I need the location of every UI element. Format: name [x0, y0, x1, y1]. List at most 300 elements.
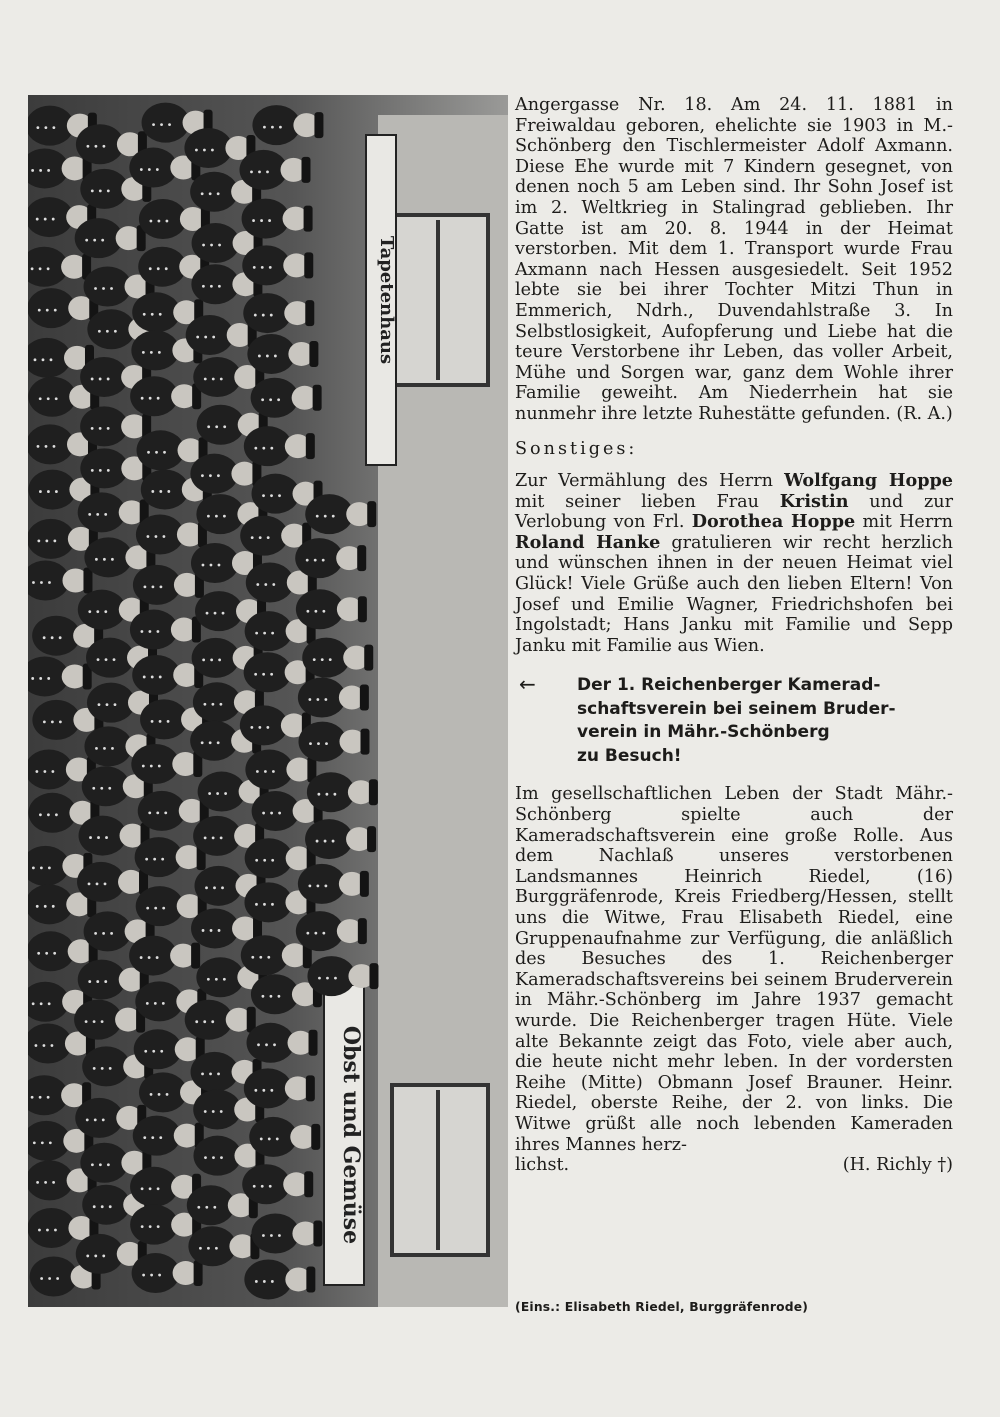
- uniform-button: [306, 559, 309, 562]
- uniform-button: [40, 1002, 43, 1005]
- uniform-button: [109, 1205, 112, 1208]
- uniform-button: [140, 168, 143, 171]
- uniform-button: [47, 677, 50, 680]
- uniform-button: [322, 932, 325, 935]
- uniform-button: [53, 952, 56, 955]
- uniform-button: [48, 866, 51, 869]
- uniform-button: [272, 583, 275, 586]
- uniform-button: [99, 190, 102, 193]
- uniform-button: [149, 267, 152, 270]
- uniform-button: [31, 1096, 34, 1099]
- uniform-button: [215, 425, 218, 428]
- uniform-button: [266, 726, 269, 729]
- person-body: [298, 722, 346, 762]
- uniform-button: [322, 610, 325, 613]
- uniform-button: [265, 1043, 268, 1046]
- uniform-button: [250, 170, 253, 173]
- uniform-button: [100, 787, 103, 790]
- uniform-button: [46, 1229, 49, 1232]
- person-body: [30, 1257, 78, 1297]
- uniform-button: [267, 956, 270, 959]
- uniform-button: [44, 905, 47, 908]
- person-body: [133, 565, 181, 605]
- uniform-button: [86, 1255, 89, 1258]
- uniform-button: [163, 451, 166, 454]
- uniform-button: [316, 698, 319, 701]
- uniform-button: [162, 1002, 165, 1005]
- person-body: [75, 218, 123, 258]
- person-cap: [369, 779, 378, 805]
- uniform-button: [211, 1020, 214, 1023]
- uniform-button: [325, 793, 328, 796]
- uniform-button: [55, 397, 58, 400]
- person-body: [140, 699, 188, 739]
- uniform-button: [95, 145, 98, 148]
- uniform-button: [35, 1044, 38, 1047]
- person-cap: [313, 385, 322, 411]
- uniform-button: [39, 169, 42, 172]
- person-body: [197, 405, 245, 445]
- uniform-button: [166, 1093, 169, 1096]
- uniform-button: [278, 1234, 281, 1237]
- uniform-button: [144, 585, 147, 588]
- uniform-button: [263, 126, 266, 129]
- uniform-button: [255, 632, 258, 635]
- uniform-button: [150, 1093, 153, 1096]
- uniform-button: [218, 285, 221, 288]
- person-body: [84, 537, 132, 577]
- uniform-button: [37, 952, 40, 955]
- uniform-button: [52, 905, 55, 908]
- uniform-button: [148, 168, 151, 171]
- uniform-button: [154, 907, 157, 910]
- uniform-button: [271, 903, 274, 906]
- person-cap: [304, 1171, 313, 1197]
- uniform-button: [87, 145, 90, 148]
- person-body: [141, 469, 189, 509]
- uniform-button: [94, 1255, 97, 1258]
- person-body: [244, 652, 292, 692]
- uniform-button: [99, 1163, 102, 1166]
- person-body: [131, 744, 179, 784]
- uniform-button: [152, 585, 155, 588]
- uniform-button: [157, 1225, 160, 1228]
- person-body: [193, 1090, 241, 1130]
- uniform-button: [42, 358, 45, 361]
- uniform-button: [143, 1136, 146, 1139]
- uniform-button: [50, 358, 53, 361]
- uniform-button: [262, 494, 265, 497]
- uniform-button: [47, 1096, 50, 1099]
- person-body: [193, 357, 241, 397]
- person-body: [242, 199, 290, 239]
- uniform-button: [309, 742, 312, 745]
- person-cap: [358, 596, 367, 622]
- uniform-button: [278, 812, 281, 815]
- uniform-button: [204, 837, 207, 840]
- uniform-button: [41, 1141, 44, 1144]
- uniform-button: [111, 747, 114, 750]
- uniform-button: [88, 883, 91, 886]
- uniform-button: [157, 267, 160, 270]
- person-body: [192, 223, 240, 263]
- greeting-name: Dorothea Hoppe: [691, 511, 856, 533]
- uniform-button: [145, 858, 148, 861]
- uniform-button: [40, 866, 43, 869]
- uniform-button: [49, 1141, 52, 1144]
- uniform-button: [208, 792, 211, 795]
- uniform-button: [204, 378, 207, 381]
- uniform-button: [151, 490, 154, 493]
- uniform-button: [140, 956, 143, 959]
- person-cap: [304, 252, 313, 278]
- person-body: [242, 245, 290, 285]
- uniform-button: [220, 837, 223, 840]
- person-body: [28, 793, 76, 833]
- uniform-button: [271, 632, 274, 635]
- uniform-button: [151, 720, 154, 723]
- uniform-button: [157, 220, 160, 223]
- uniform-button: [148, 956, 151, 959]
- person-body: [32, 700, 80, 740]
- person-body: [252, 474, 300, 514]
- person-cap: [369, 963, 378, 989]
- uniform-button: [91, 378, 94, 381]
- uniform-button: [210, 285, 213, 288]
- person-body: [245, 838, 293, 878]
- uniform-button: [48, 1277, 51, 1280]
- uniform-button: [159, 676, 162, 679]
- uniform-button: [94, 1119, 97, 1122]
- person-body: [187, 1185, 235, 1225]
- uniform-button: [151, 1136, 154, 1139]
- uniform-button: [148, 811, 151, 814]
- uniform-button: [39, 677, 42, 680]
- uniform-button: [258, 726, 261, 729]
- uniform-button: [220, 1110, 223, 1113]
- uniform-button: [99, 469, 102, 472]
- uniform-button: [207, 1247, 210, 1250]
- uniform-button: [203, 703, 206, 706]
- uniform-button: [262, 812, 265, 815]
- person-cap: [83, 568, 92, 594]
- uniform-button: [256, 770, 259, 773]
- uniform-button: [168, 123, 171, 126]
- uniform-button: [258, 355, 261, 358]
- uniform-button: [270, 812, 273, 815]
- uniform-button: [96, 883, 99, 886]
- person-body: [251, 378, 299, 418]
- uniform-button: [107, 378, 110, 381]
- person-body: [196, 494, 244, 534]
- uniform-button: [205, 1206, 208, 1209]
- uniform-button: [104, 610, 107, 613]
- person-body: [244, 426, 292, 466]
- uniform-button: [254, 314, 257, 317]
- person-body: [130, 610, 178, 650]
- uniform-button: [36, 905, 39, 908]
- uniform-button: [45, 445, 48, 448]
- uniform-button: [101, 1067, 104, 1070]
- uniform-button: [213, 1206, 216, 1209]
- person-body: [193, 816, 241, 856]
- uniform-button: [262, 995, 265, 998]
- uniform-button: [253, 1185, 256, 1188]
- uniform-button: [101, 1205, 104, 1208]
- uniform-button: [313, 658, 316, 661]
- uniform-button: [36, 218, 39, 221]
- uniform-button: [257, 1043, 260, 1046]
- person-body: [138, 247, 186, 287]
- uniform-button: [31, 677, 34, 680]
- uniform-button: [155, 451, 158, 454]
- uniform-button: [104, 513, 107, 516]
- uniform-button: [270, 494, 273, 497]
- uniform-button: [199, 1247, 202, 1250]
- uniform-button: [47, 813, 50, 816]
- uniform-button: [96, 513, 99, 516]
- uniform-button: [314, 559, 317, 562]
- uniform-button: [102, 932, 105, 935]
- uniform-button: [255, 859, 258, 862]
- uniform-button: [101, 1020, 104, 1023]
- uniform-button: [278, 995, 281, 998]
- person-body: [298, 864, 346, 904]
- uniform-button: [98, 703, 101, 706]
- uniform-button: [251, 956, 254, 959]
- uniform-button: [91, 190, 94, 193]
- uniform-button: [254, 447, 257, 450]
- uniform-button: [210, 244, 213, 247]
- person-body: [133, 1116, 181, 1156]
- person-body: [129, 936, 177, 976]
- person-body: [136, 515, 184, 555]
- uniform-button: [156, 168, 159, 171]
- section-heading: Sonstiges:: [515, 438, 638, 459]
- person-cap: [306, 1266, 315, 1292]
- uniform-button: [104, 980, 107, 983]
- uniform-button: [148, 630, 151, 633]
- uniform-button: [39, 813, 42, 816]
- uniform-button: [55, 490, 58, 493]
- uniform-button: [32, 1002, 35, 1005]
- person-body: [198, 772, 246, 812]
- uniform-button: [213, 886, 216, 889]
- article-last-word: lichst.: [515, 1155, 570, 1176]
- uniform-button: [140, 630, 143, 633]
- person-body: [80, 448, 128, 488]
- uniform-button: [99, 378, 102, 381]
- uniform-button: [318, 977, 321, 980]
- person-body: [76, 124, 124, 164]
- uniform-button: [263, 859, 266, 862]
- person-body: [190, 721, 238, 761]
- uniform-button: [105, 658, 108, 661]
- uniform-button: [267, 536, 270, 539]
- uniform-button: [205, 886, 208, 889]
- person-body: [190, 454, 238, 494]
- person-body: [132, 655, 180, 695]
- uniform-button: [102, 1119, 105, 1122]
- uniform-button: [224, 792, 227, 795]
- uniform-button: [94, 287, 97, 290]
- uniform-button: [101, 239, 104, 242]
- uniform-button: [47, 490, 50, 493]
- uniform-button: [48, 581, 51, 584]
- person-body: [87, 309, 135, 349]
- uniform-button: [102, 1255, 105, 1258]
- person-body: [130, 376, 178, 416]
- uniform-button: [95, 747, 98, 750]
- person-body: [32, 616, 80, 656]
- uniform-button: [35, 770, 38, 773]
- uniform-button: [167, 490, 170, 493]
- uniform-button: [255, 903, 258, 906]
- uniform-button: [278, 494, 281, 497]
- left-arrow-icon: ←: [519, 672, 536, 697]
- uniform-button: [268, 219, 271, 222]
- uniform-button: [268, 1138, 271, 1141]
- person-body: [78, 590, 126, 630]
- article-paragraph: Im gesellschaftlichen Leben der Stadt Mähr.-Schönberg spielte auch der Kameradschaftsverein eine große Rolle. Aus dem Nachlaß unseres verstorbenen Landsmannes Heinrich Riedel, (16) Burggräfenrode, Kreis Friedberg/Hessen, stellt uns die Witwe, Frau Elisabeth Riedel, eine Gruppenaufnahme zur Verfügung, die anläßlich des Besuches des 1. Reichenberger Kameradschaftsvereins bei seinem Bruderverein in Mähr.-Schönberg im Jahre 1937 gemacht wurde. Die Reichenberger tragen Hüte. Viele alte Bekannte zeigt das Foto, viele aber auch, die heute nicht mehr leben. In der vordersten Reihe (Mitte) Obmann Josef Brauner. Heinr. Riedel, oberste Reihe, der 2. von links. Die Witwe grüßt alle noch lebenden Kameraden ihres Mannes herz-: [515, 784, 953, 1155]
- person-body: [191, 543, 239, 583]
- person-body: [185, 1000, 233, 1040]
- uniform-button: [33, 1141, 36, 1144]
- uniform-button: [149, 220, 152, 223]
- group-photo-image: [28, 95, 508, 1307]
- uniform-button: [39, 397, 42, 400]
- uniform-button: [215, 515, 218, 518]
- uniform-button: [110, 932, 113, 935]
- uniform-button: [276, 1138, 279, 1141]
- uniform-button: [107, 1163, 110, 1166]
- uniform-button: [333, 793, 336, 796]
- uniform-button: [85, 1020, 88, 1023]
- uniform-button: [149, 397, 152, 400]
- author-signature: (H. Richly †): [842, 1155, 953, 1176]
- uniform-button: [270, 314, 273, 317]
- person-body: [246, 563, 294, 603]
- uniform-button: [261, 398, 264, 401]
- uniform-button: [204, 336, 207, 339]
- uniform-button: [144, 1050, 147, 1053]
- person-body: [130, 1167, 178, 1207]
- greeting-name: Roland Hanke: [515, 531, 661, 553]
- uniform-button: [47, 169, 50, 172]
- uniform-button: [44, 126, 47, 129]
- uniform-button: [263, 1280, 266, 1283]
- uniform-button: [326, 977, 329, 980]
- person-body: [139, 199, 187, 239]
- person-body: [136, 886, 184, 926]
- uniform-button: [38, 309, 41, 312]
- uniform-button: [47, 267, 50, 270]
- uniform-button: [94, 932, 97, 935]
- person-body: [28, 288, 75, 328]
- uniform-button: [324, 515, 327, 518]
- greeting-name: Wolfgang Hoppe: [784, 470, 954, 492]
- uniform-button: [31, 169, 34, 172]
- person-body: [28, 1208, 75, 1248]
- uniform-button: [96, 610, 99, 613]
- uniform-button: [91, 427, 94, 430]
- uniform-button: [106, 703, 109, 706]
- uniform-button: [270, 447, 273, 450]
- person-body: [245, 750, 293, 790]
- person-body: [251, 1213, 299, 1253]
- person-cap: [314, 112, 323, 138]
- uniform-button: [260, 219, 263, 222]
- person-cap: [306, 1075, 315, 1101]
- uniform-button: [53, 445, 56, 448]
- person-body: [82, 1185, 130, 1225]
- uniform-button: [142, 765, 145, 768]
- uniform-button: [269, 1185, 272, 1188]
- person-body: [191, 908, 239, 948]
- uniform-button: [99, 427, 102, 430]
- uniform-button: [211, 149, 214, 152]
- uniform-button: [146, 1002, 149, 1005]
- uniform-button: [151, 313, 154, 316]
- uniform-button: [147, 535, 150, 538]
- uniform-button: [162, 907, 165, 910]
- uniform-button: [209, 474, 212, 477]
- uniform-button: [321, 658, 324, 661]
- person-body: [132, 292, 180, 332]
- uniform-button: [159, 313, 162, 316]
- uniform-button: [201, 474, 204, 477]
- person-cap: [358, 918, 367, 944]
- uniform-button: [54, 309, 57, 312]
- uniform-button: [204, 1156, 207, 1159]
- person-body: [252, 105, 300, 145]
- uniform-button: [212, 378, 215, 381]
- person-body: [305, 819, 353, 859]
- shop-sign-2-text: Obst und Gemüse: [338, 1025, 364, 1245]
- uniform-button: [91, 1163, 94, 1166]
- obituary-paragraph: Angergasse Nr. 18. Am 24. 11. 1881 in Freiwaldau geboren, ehelichte sie 1903 in M.-Schönberg den Tischlermeister Adolf Axmann. Diese Ehe wurde mit 7 Kindern gesegnet, von denen noch 5 am Leben sind. Ihr Sohn Josef ist im 2. Weltkrieg in Stalingrad geblieben. Ihr Gatte ist am 20. 8. 1944 in der Heimat verstorben. Mit dem 1. Transport wurde Frau Axmann nach Hessen ausgesiedelt. Seit 1952 lebte sie bei ihrer Tochter Mitzi Thun in Emmerich, Ndrh., Duvendahlstraße 3. In Selbstlosigkeit, Aufopferung und Liebe hat die teure Verstorbene ihr Leben, das voller Arbeit, Mühe und Sorgen war, ganz dem Wohle ihrer Familie geweiht. Am Niederrhein hat sie nunmehr ihre letzte Ruhestätte gefunden. (R. A.): [515, 95, 953, 424]
- person-cap: [306, 433, 315, 459]
- uniform-button: [197, 1206, 200, 1209]
- uniform-button: [220, 378, 223, 381]
- uniform-button: [262, 447, 265, 450]
- uniform-button: [93, 1020, 96, 1023]
- uniform-button: [207, 515, 210, 518]
- uniform-button: [114, 703, 117, 706]
- uniform-button: [201, 741, 204, 744]
- person-body: [129, 148, 177, 188]
- uniform-button: [143, 313, 146, 316]
- uniform-button: [88, 610, 91, 613]
- uniform-button: [202, 929, 205, 932]
- uniform-button: [45, 952, 48, 955]
- uniform-button: [51, 636, 54, 639]
- uniform-button: [316, 515, 319, 518]
- person-body: [295, 538, 343, 578]
- person-body: [184, 128, 232, 168]
- photo-caption: [515, 674, 953, 768]
- greeting-text: gratulieren wir recht herzlich und wünschen ihnen in der neuen Heimat viel Glück! Viele Grüße auch den lieben Eltern! Von Josef und Emilie Wagner, Friedrichshofen bei Ingolstadt; Hans Janku mit Familie und Sepp Janku mit Familie aus Wien.: [515, 532, 953, 656]
- photo-credit: (Eins.: Elisabeth Riedel, Burggräfenrode): [515, 1300, 809, 1314]
- person-body: [87, 683, 135, 723]
- uniform-button: [262, 314, 265, 317]
- uniform-button: [266, 170, 269, 173]
- uniform-button: [217, 741, 220, 744]
- uniform-button: [160, 1050, 163, 1053]
- uniform-button: [254, 673, 257, 676]
- uniform-button: [51, 1044, 54, 1047]
- uniform-button: [334, 977, 337, 980]
